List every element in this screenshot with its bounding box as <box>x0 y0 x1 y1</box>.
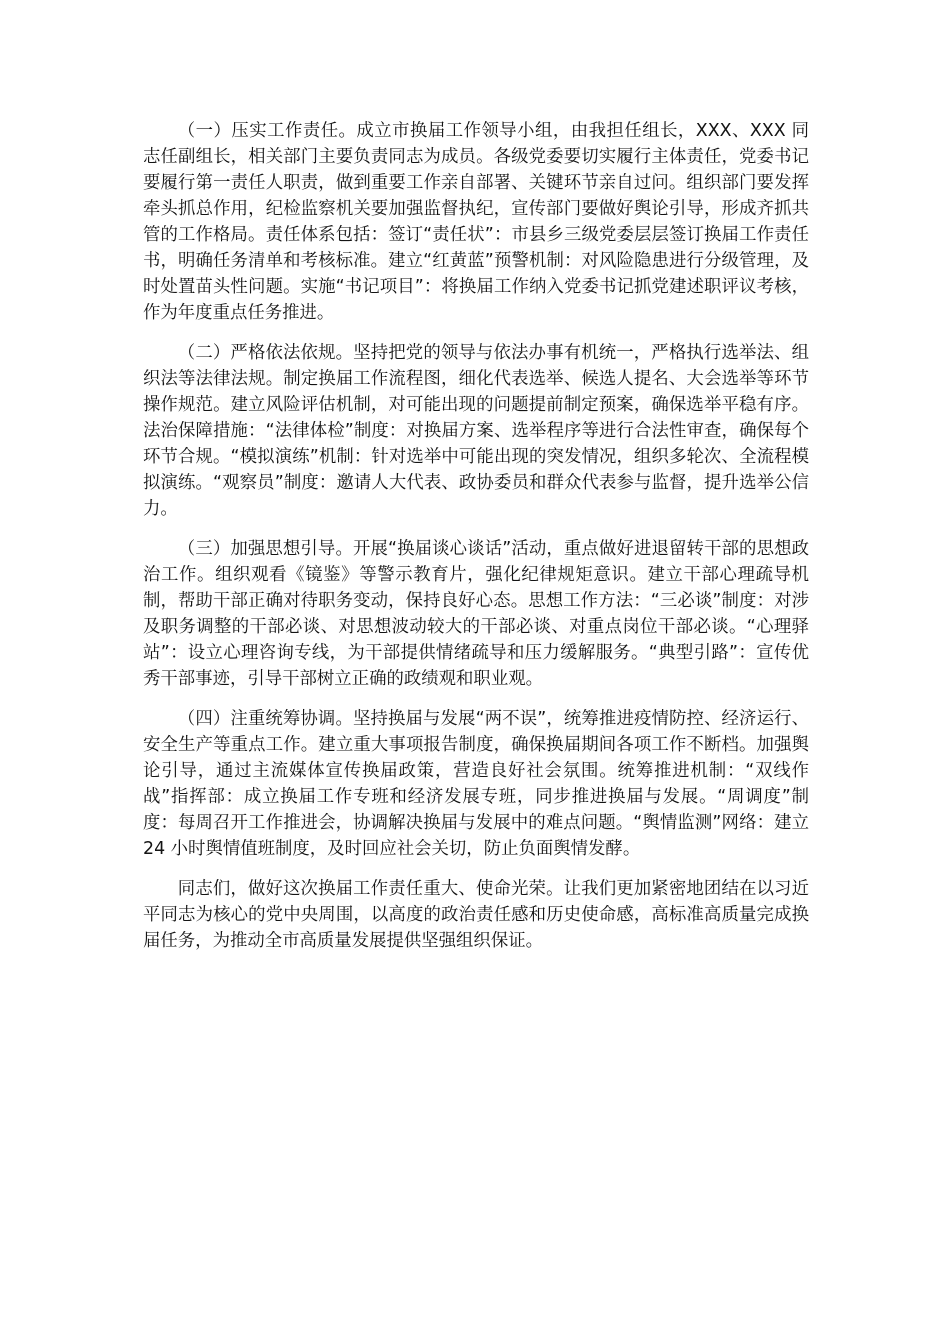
document-page <box>143 118 809 968</box>
paragraph-ideology: （三）加强思想引导。开展“换届谈心谈话”活动，重点做好进退留转干部的思想政治工作。组织观看《镜鉴》等警示教育片，强化纪律规矩意识。建立干部心理疏导机制，帮助干部正确对待职务变动，保持良好心态。思想工作方法：“三必谈”制度：对涉及职务调整的干部必谈、对思想波动较大的干部必谈、对重点岗位干部必谈。“心理驿站”：设立心理咨询专线，为干部提供情绪疏导和压力缓解服务。“典型引路”：宣传优秀干部事迹，引导干部树立正确的政绩观和职业观。 <box>143 539 809 689</box>
paragraph-legality: （二）严格依法依规。坚持把党的领导与依法办事有机统一，严格执行选举法、组织法等法律法规。制定换届工作流程图，细化代表选举、候选人提名、大会选举等环节操作规范。建立风险评估机制，对可能出现的问题提前制定预案，确保选举平稳有序。法治保障措施：“法律体检”制度：对换届方案、选举程序等进行合法性审查，确保每个环节合规。“模拟演练”机制：针对选举中可能出现的突发情况，组织多轮次、全流程模拟演练。“观察员”制度：邀请人大代表、政协委员和群众代表参与监督，提升选举公信力。 <box>143 343 809 519</box>
paragraph-closing: 同志们，做好这次换届工作责任重大、使命光荣。让我们更加紧密地团结在以习近平同志为核心的党中央周围，以高度的政治责任感和历史使命感，高标准高质量完成换届任务，为推动全市高质量发展提供坚强组织保证。 <box>143 879 809 951</box>
paragraph-coordination: （四）注重统筹协调。坚持换届与发展“两不误”，统筹推进疫情防控、经济运行、安全生产等重点工作。建立重大事项报告制度，确保换届期间各项工作不断档。加强舆论引导，通过主流媒体宣传换届政策，营造良好社会氛围。统筹推进机制：“双线作战”指挥部：成立换届工作专班和经济发展专班，同步推进换届与发展。“周调度”制度：每周召开工作推进会，协调解决换届与发展中的难点问题。“舆情监测”网络：建立 24 小时舆情值班制度，及时回应社会关切，防止负面舆情发酵。 <box>143 709 809 859</box>
paragraph-responsibility: （一）压实工作责任。成立市换届工作领导小组，由我担任组长，XXX、XXX 同志任副组长，相关部门主要负责同志为成员。各级党委要切实履行主体责任，党委书记要履行第一责任人职责，做到重要工作亲自部署、关键环节亲自过问。组织部门要发挥牵头抓总作用，纪检监察机关要加强监督执纪，宣传部门要做好舆论引导，形成齐抓共管的工作格局。责任体系包括：签订“责任状”：市县乡三级党委层层签订换届工作责任书，明确任务清单和考核标准。建立“红黄蓝”预警机制：对风险隐患进行分级管理，及时处置苗头性问题。实施“书记项目”：将换届工作纳入党委书记抓党建述职评议考核，作为年度重点任务推进。 <box>143 121 809 323</box>
